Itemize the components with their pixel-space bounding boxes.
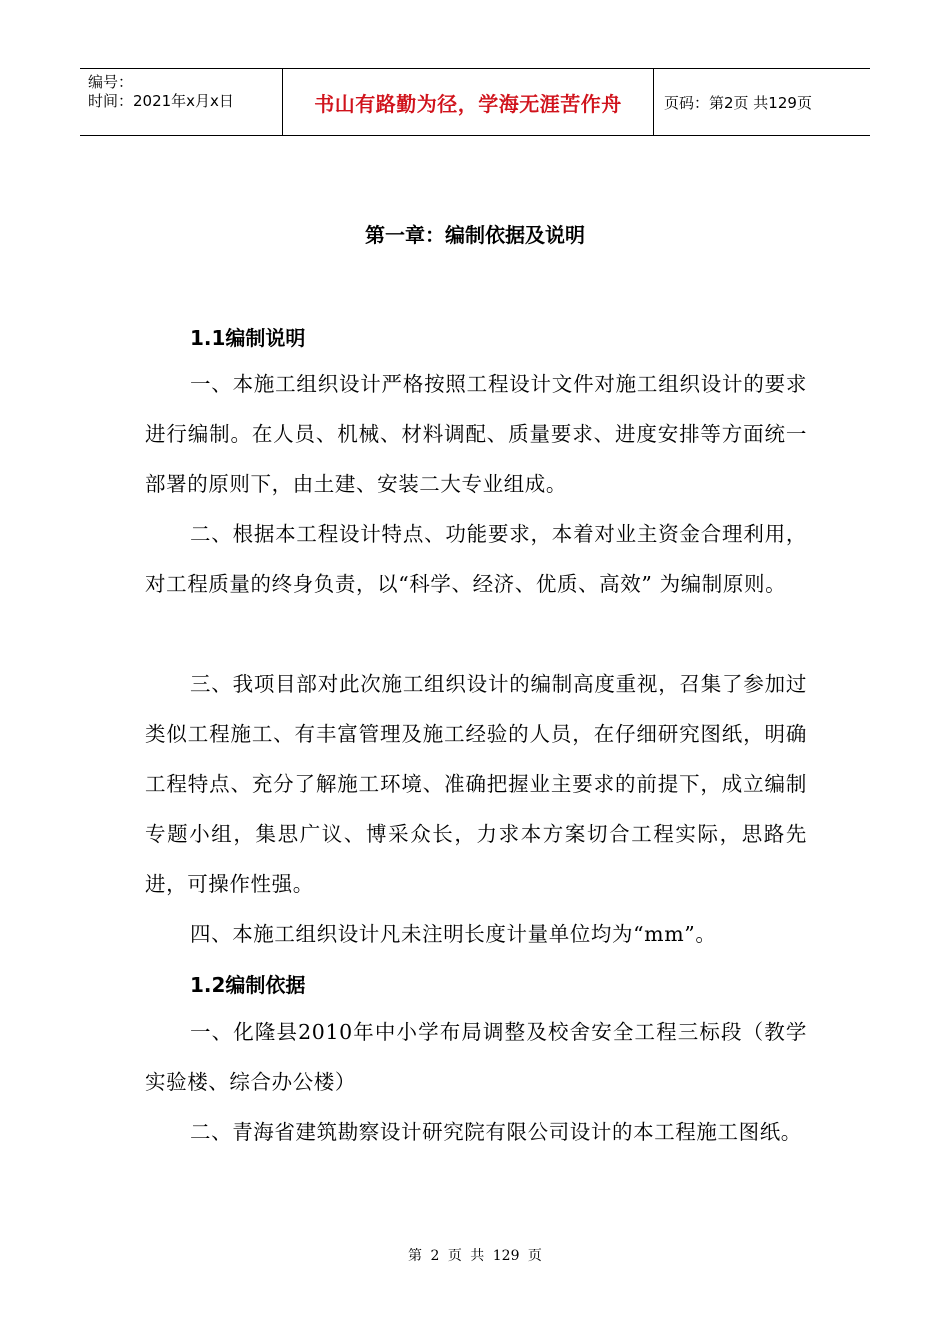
paragraph: 一、化隆县2010年中小学布局调整及校舍安全工程三标段（教学实验楼、综合办公楼） bbox=[145, 1020, 807, 1094]
section-heading-1-1: 1.1编制说明 bbox=[190, 326, 306, 350]
header-motto: 书山有路勤为径，学海无涯苦作舟 bbox=[314, 91, 622, 116]
paragraph: 三、我项目部对此次施工组织设计的编制高度重视，召集了参加过类似工程施工、有丰富管理及施工经验的人员，在仔细研究图纸，明确工程特点、充分了解施工环境、准确把握业主要求的前提下，成立编制专题小组，集思广议、博采众长，力求本方案切合工程实际，思路先进，可操作性强。 bbox=[145, 672, 807, 896]
header-page-info: 页码：第2页 共129页 bbox=[664, 93, 812, 112]
page-footer: 第 2 页 共 129 页 bbox=[408, 1248, 542, 1264]
doc-number-label: 编号： bbox=[88, 73, 134, 91]
paragraph: 四、本施工组织设计凡未注明长度计量单位均为“mm”。 bbox=[190, 922, 717, 946]
header-meta bbox=[80, 69, 282, 135]
paragraph: 二、根据本工程设计特点、功能要求，本着对业主资金合理利用，对工程质量的终身负责，以“科学、经济、优质、高效” 为编制原则。 bbox=[145, 522, 807, 596]
paragraph: 二、青海省建筑勘察设计研究院有限公司设计的本工程施工图纸。 bbox=[190, 1120, 802, 1144]
date-label: 时间：2021年x月x日 bbox=[88, 92, 234, 110]
header-motto-cell bbox=[282, 69, 654, 135]
section-heading-1-2: 1.2编制依据 bbox=[190, 973, 306, 997]
paragraph: 一、本施工组织设计严格按照工程设计文件对施工组织设计的要求进行编制。在人员、机械、材料调配、质量要求、进度安排等方面统一部署的原则下，由土建、安装二大专业组成。 bbox=[145, 372, 807, 496]
page-header bbox=[80, 68, 870, 136]
chapter-title: 第一章：编制依据及说明 bbox=[365, 223, 585, 247]
